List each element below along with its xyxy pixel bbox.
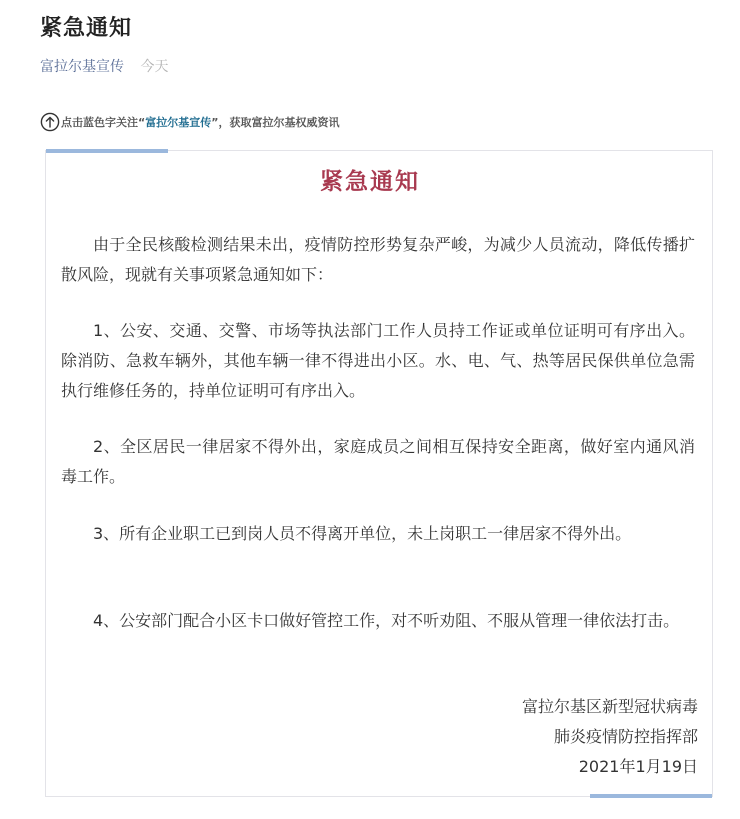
signature-line-2: 肺炎疫情防控指挥部 [553,727,698,746]
notice-title: 紧急通知 [320,169,420,195]
notice-paragraph-4: 4、公安部门配合小区卡口做好管控工作，对不听劝阻、不服从管理一律依法打击。 [93,611,680,630]
article-title: 紧急通知 [40,16,133,41]
follow-tip-suffix: ”，获取富拉尔基权威资讯 [211,116,340,129]
notice-paragraph-intro: 由于全民核酸检测结果未出，疫情防控形势复杂严峻，为减少人员流动，降低传播扩散风险，现就有关事项紧急通知如下： [61,235,695,284]
article-meta [40,57,168,77]
signature-date: 2021年1月19日 [578,757,698,776]
card-bottom-accent-bar [590,794,712,798]
publish-time: 今天 [140,59,169,75]
follow-tip [40,110,339,134]
account-name-link[interactable]: 富拉尔基宣传 [40,59,124,75]
up-arrow-circle-icon [40,112,60,132]
card-top-accent-bar [46,149,168,153]
signature-line-1: 富拉尔基区新型冠状病毒 [521,697,698,716]
follow-tip-prefix: 点击蓝色字关注“ [61,116,146,129]
follow-account-link[interactable]: 富拉尔基宣传 [145,116,212,129]
notice-paragraph-2: 2、全区居民一律居家不得外出，家庭成员之间相互保持安全距离，做好室内通风消毒工作。 [61,437,695,486]
notice-paragraph-1: 1、公安、交通、交警、市场等执法部门工作人员持工作证或单位证明可有序出入。除消防、急救车辆外，其他车辆一律不得进出小区。水、电、气、热等居民保供单位急需执行维修任务的，持单位证明可有序出入。 [61,321,695,400]
notice-paragraph-3: 3、所有企业职工已到岗人员不得离开单位，未上岗职工一律居家不得外出。 [93,524,632,543]
